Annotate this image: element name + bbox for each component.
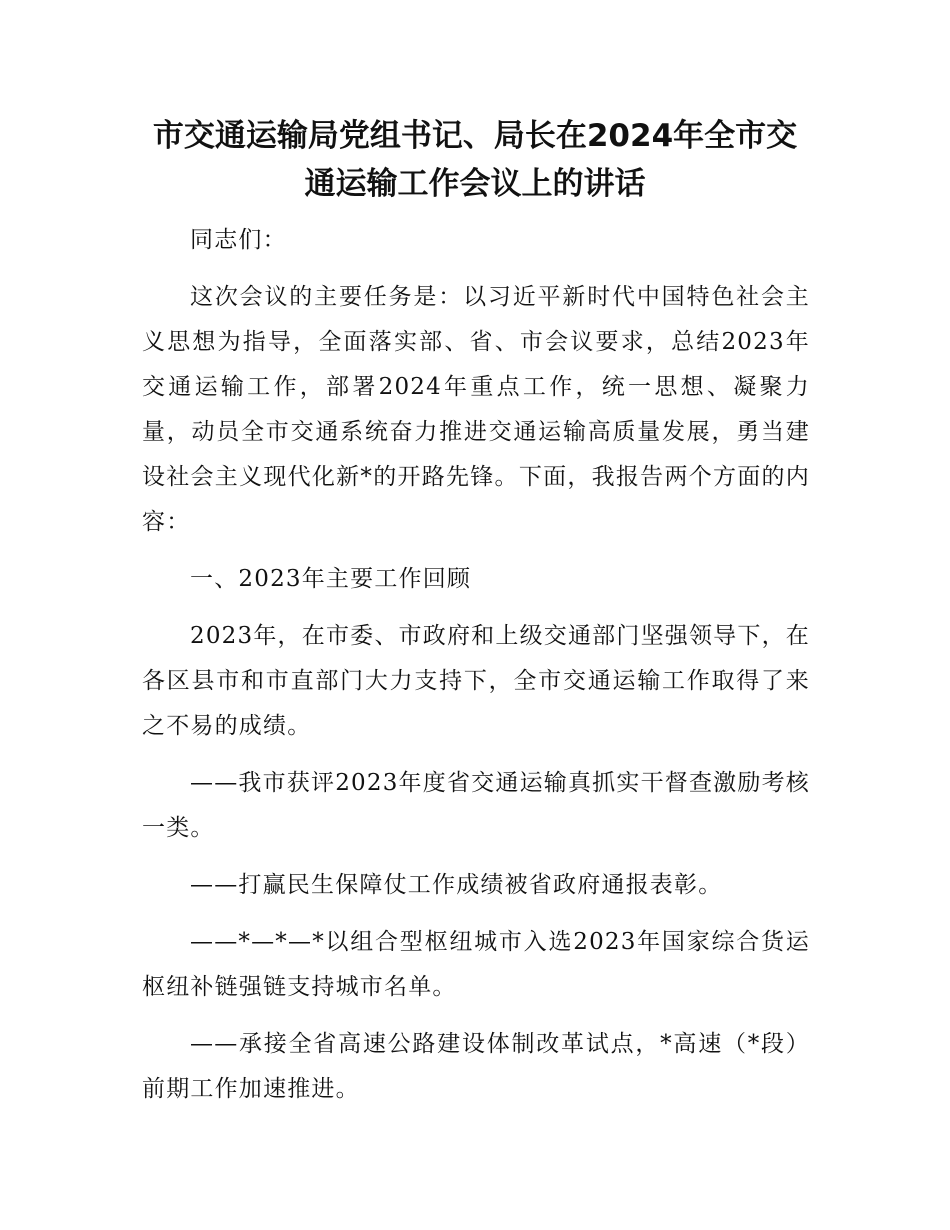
document-title bbox=[120, 112, 830, 208]
document-body bbox=[142, 218, 810, 1124]
intro-paragraph: 这次会议的主要任务是：以习近平新时代中国特色社会主义思想为指导，全面落实部、省、市会议要求，总结2023年交通运输工作，部署2024年重点工作，统一思想、凝聚力量，动员全市交通系统奋力推进交通运输高质量发展，勇当建设社会主义现代化新*的开路先锋。下面，我报告两个方面的内容： bbox=[142, 284, 810, 535]
achievement-item: ——*—*—*以组合型枢纽城市入选2023年国家综合货运枢纽补链强链支持城市名单。 bbox=[142, 929, 810, 1000]
achievement-item: ——承接全省高速公路建设体制改革试点，*高速（*段）前期工作加速推进。 bbox=[142, 1031, 810, 1102]
body-paragraph: 2023年，在市委、市政府和上级交通部门坚强领导下，在各区县市和市直部门大力支持下，全市交通运输工作取得了来之不易的成绩。 bbox=[142, 623, 810, 739]
achievement-item: ——打赢民生保障仗工作成绩被省政府通报表彰。 bbox=[190, 872, 723, 898]
title-line-1: 市交通运输局党组书记、局长在2024年全市交 bbox=[152, 118, 798, 154]
section-heading: 一、2023年主要工作回顾 bbox=[190, 566, 472, 592]
salutation: 同志们： bbox=[190, 227, 287, 253]
title-line-2: 通运输工作会议上的讲话 bbox=[304, 166, 646, 202]
achievement-item: ——我市获评2023年度省交通运输真抓实干督查激励考核一类。 bbox=[142, 770, 810, 841]
